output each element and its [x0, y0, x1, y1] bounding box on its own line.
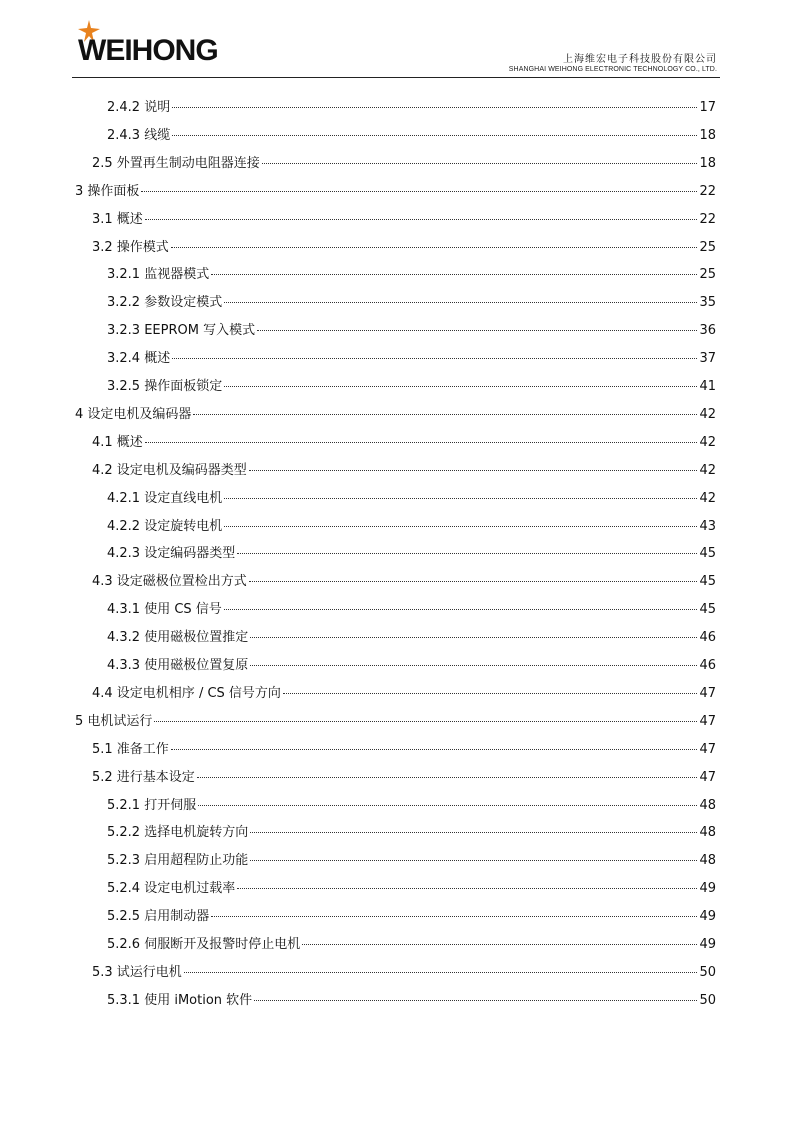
toc-dot-leader: [237, 553, 697, 554]
toc-entry[interactable]: [0, 321, 716, 341]
toc-dot-leader: [141, 191, 697, 192]
toc-entry-page: 47: [699, 713, 716, 729]
toc-entry-page: 25: [699, 267, 716, 283]
toc-dot-leader: [237, 888, 697, 889]
toc-dot-leader: [250, 832, 697, 833]
toc-entry[interactable]: [0, 126, 716, 146]
toc-entry[interactable]: [0, 489, 716, 509]
toc-dot-leader: [254, 1000, 697, 1001]
toc-entry[interactable]: [0, 628, 716, 648]
toc-dot-leader: [249, 581, 698, 582]
toc-entry[interactable]: [0, 293, 716, 313]
toc-dot-leader: [197, 777, 698, 778]
toc-dot-leader: [257, 330, 697, 331]
toc-dot-leader: [211, 916, 697, 917]
toc-entry-title: 4.3.3 使用磁极位置复原: [107, 658, 249, 673]
toc-entry[interactable]: [0, 461, 716, 481]
toc-entry-page: 41: [699, 379, 716, 394]
toc-entry-page: 18: [699, 155, 716, 171]
toc-entry-page: 42: [699, 434, 716, 450]
toc-dot-leader: [211, 274, 697, 275]
toc-entry[interactable]: [0, 684, 716, 704]
toc-entry-page: 25: [699, 239, 716, 255]
toc-entry-page: 42: [699, 406, 716, 422]
toc-entry[interactable]: [0, 405, 716, 425]
toc-entry[interactable]: [0, 433, 716, 453]
toc-entry-title: 5.2.6 伺服断开及报警时停止电机: [107, 937, 301, 952]
toc-dot-leader: [184, 972, 698, 973]
toc-entry-title: 3.2.2 参数设定模式: [107, 295, 223, 311]
toc-entry[interactable]: [0, 349, 716, 369]
toc-entry-page: 45: [699, 574, 716, 590]
toc-entry[interactable]: [0, 98, 716, 118]
toc-entry[interactable]: [0, 935, 716, 955]
toc-dot-leader: [193, 414, 697, 415]
toc-entry-page: 35: [699, 295, 716, 311]
toc-entry[interactable]: [0, 265, 716, 285]
toc-entry-page: 42: [699, 490, 716, 506]
toc-entry-page: 37: [699, 351, 716, 367]
toc-entry-page: 36: [699, 323, 716, 339]
toc-entry[interactable]: [0, 656, 716, 676]
toc-entry-title: 4.1 概述: [92, 434, 143, 450]
toc-entry-page: 49: [699, 909, 716, 925]
toc-entry[interactable]: [0, 991, 716, 1011]
toc-entry[interactable]: [0, 796, 716, 816]
toc-entry-page: 48: [699, 797, 716, 813]
toc-entry[interactable]: [0, 210, 716, 230]
toc-entry[interactable]: [0, 963, 716, 983]
toc-entry[interactable]: [0, 238, 716, 258]
toc-entry-title: 3.2 操作模式: [92, 239, 169, 255]
toc-dot-leader: [145, 442, 698, 443]
toc-entry-page: 48: [699, 853, 716, 869]
toc-entry-page: 17: [699, 100, 716, 115]
toc-entry-title: 3.2.3 EEPROM 写入模式: [107, 323, 256, 339]
toc-dot-leader: [154, 721, 697, 722]
toc-entry-page: 47: [699, 741, 716, 757]
toc-entry-title: 4.2.3 设定编码器类型: [107, 546, 236, 562]
toc-entry-page: 45: [699, 602, 716, 618]
toc-dot-leader: [198, 805, 697, 806]
toc-dot-leader: [283, 693, 698, 694]
toc-dot-leader: [172, 135, 697, 136]
toc-entry[interactable]: [0, 907, 716, 927]
toc-entry-title: 5.2.3 启用超程防止功能: [107, 853, 249, 869]
toc-entry-page: 46: [699, 630, 716, 646]
toc-entry-title: 3.2.4 概述: [107, 351, 171, 367]
toc-entry[interactable]: [0, 377, 716, 397]
toc-dot-leader: [249, 470, 698, 471]
toc-entry-page: 45: [699, 546, 716, 562]
toc-entry-title: 5.2 进行基本设定: [92, 769, 195, 785]
toc-entry-page: 22: [699, 211, 716, 227]
toc-entry-title: 3 操作面板: [75, 183, 140, 199]
toc-entry-title: 5.2.1 打开伺服: [107, 797, 197, 813]
toc-entry-title: 2.4.3 线缆: [107, 127, 171, 143]
toc-dot-leader: [250, 860, 697, 861]
toc-entry-page: 50: [699, 992, 716, 1008]
toc-entry-title: 4.4 设定电机相序 / CS 信号方向: [92, 685, 281, 701]
toc-entry-title: 5.2.2 选择电机旋转方向: [107, 825, 249, 841]
toc-entry[interactable]: [0, 182, 716, 202]
toc-entry-title: 4.2.2 设定旋转电机: [107, 518, 223, 534]
toc-entry-title: 4 设定电机及编码器: [75, 406, 192, 422]
toc-entry[interactable]: [0, 712, 716, 732]
toc-entry-page: 46: [699, 658, 716, 673]
toc-dot-leader: [224, 526, 697, 527]
toc-entry-title: 5.1 准备工作: [92, 741, 169, 757]
company-name-cn: 上海维宏电子科技股份有限公司: [563, 54, 717, 65]
toc-entry-title: 2.5 外置再生制动电阻器连接: [92, 155, 260, 171]
toc-entry-page: 49: [699, 937, 716, 952]
company-logo: WEIHONG: [78, 34, 218, 67]
toc-entry-title: 5.2.5 启用制动器: [107, 909, 210, 925]
toc-entry-page: 43: [699, 518, 716, 534]
toc-entry-title: 4.3.2 使用磁极位置推定: [107, 630, 249, 646]
toc-dot-leader: [145, 219, 698, 220]
toc-entry[interactable]: [0, 851, 716, 871]
toc-entry-title: 4.2.1 设定直线电机: [107, 490, 223, 506]
toc-entry-title: 5.3 试运行电机: [92, 964, 182, 980]
toc-entry-title: 5.3.1 使用 iMotion 软件: [107, 992, 253, 1008]
toc-entry-page: 50: [699, 964, 716, 980]
toc-entry-title: 3.2.5 操作面板锁定: [107, 379, 223, 394]
toc-entry-title: 3.1 概述: [92, 211, 143, 227]
toc-entry-page: 22: [699, 183, 716, 199]
header-divider: [72, 77, 720, 78]
toc-entry[interactable]: [0, 517, 716, 537]
page-header: [0, 0, 793, 80]
toc-entry[interactable]: [0, 544, 716, 564]
toc-dot-leader: [262, 163, 698, 164]
toc-entry-title: 5.2.4 设定电机过载率: [107, 881, 236, 897]
toc-entry-page: 47: [699, 769, 716, 785]
toc-dot-leader: [250, 637, 697, 638]
toc-entry-title: 4.3.1 使用 CS 信号: [107, 602, 222, 618]
toc-entry-page: 49: [699, 881, 716, 897]
toc-dot-leader: [224, 386, 697, 387]
toc-entry-page: 18: [699, 127, 716, 143]
toc-entry[interactable]: [0, 572, 716, 592]
toc-entry[interactable]: [0, 740, 716, 760]
toc-entry-title: 5 电机试运行: [75, 713, 153, 729]
toc-entry[interactable]: [0, 768, 716, 788]
toc-dot-leader: [224, 498, 697, 499]
toc-dot-leader: [224, 302, 697, 303]
toc-entry[interactable]: [0, 879, 716, 899]
toc-entry[interactable]: [0, 154, 716, 174]
toc-entry-title: 3.2.1 监视器模式: [107, 267, 210, 283]
company-name-en: SHANGHAI WEIHONG ELECTRONIC TECHNOLOGY CO., LTD.: [508, 66, 717, 73]
toc-entry[interactable]: [0, 600, 716, 620]
toc-entry-title: 4.2 设定电机及编码器类型: [92, 462, 247, 478]
toc-entry-page: 47: [699, 685, 716, 701]
toc-entry-page: 48: [699, 825, 716, 841]
toc-entry-title: 4.3 设定磁极位置检出方式: [92, 574, 247, 590]
toc-dot-leader: [302, 944, 697, 945]
toc-dot-leader: [224, 609, 698, 610]
toc-entry-title: 2.4.2 说明: [107, 100, 171, 115]
toc-entry[interactable]: [0, 823, 716, 843]
toc-dot-leader: [171, 749, 698, 750]
toc-dot-leader: [171, 247, 698, 248]
toc-dot-leader: [172, 107, 697, 108]
toc-dot-leader: [250, 665, 697, 666]
toc-dot-leader: [172, 358, 697, 359]
toc-entry-page: 42: [699, 462, 716, 478]
